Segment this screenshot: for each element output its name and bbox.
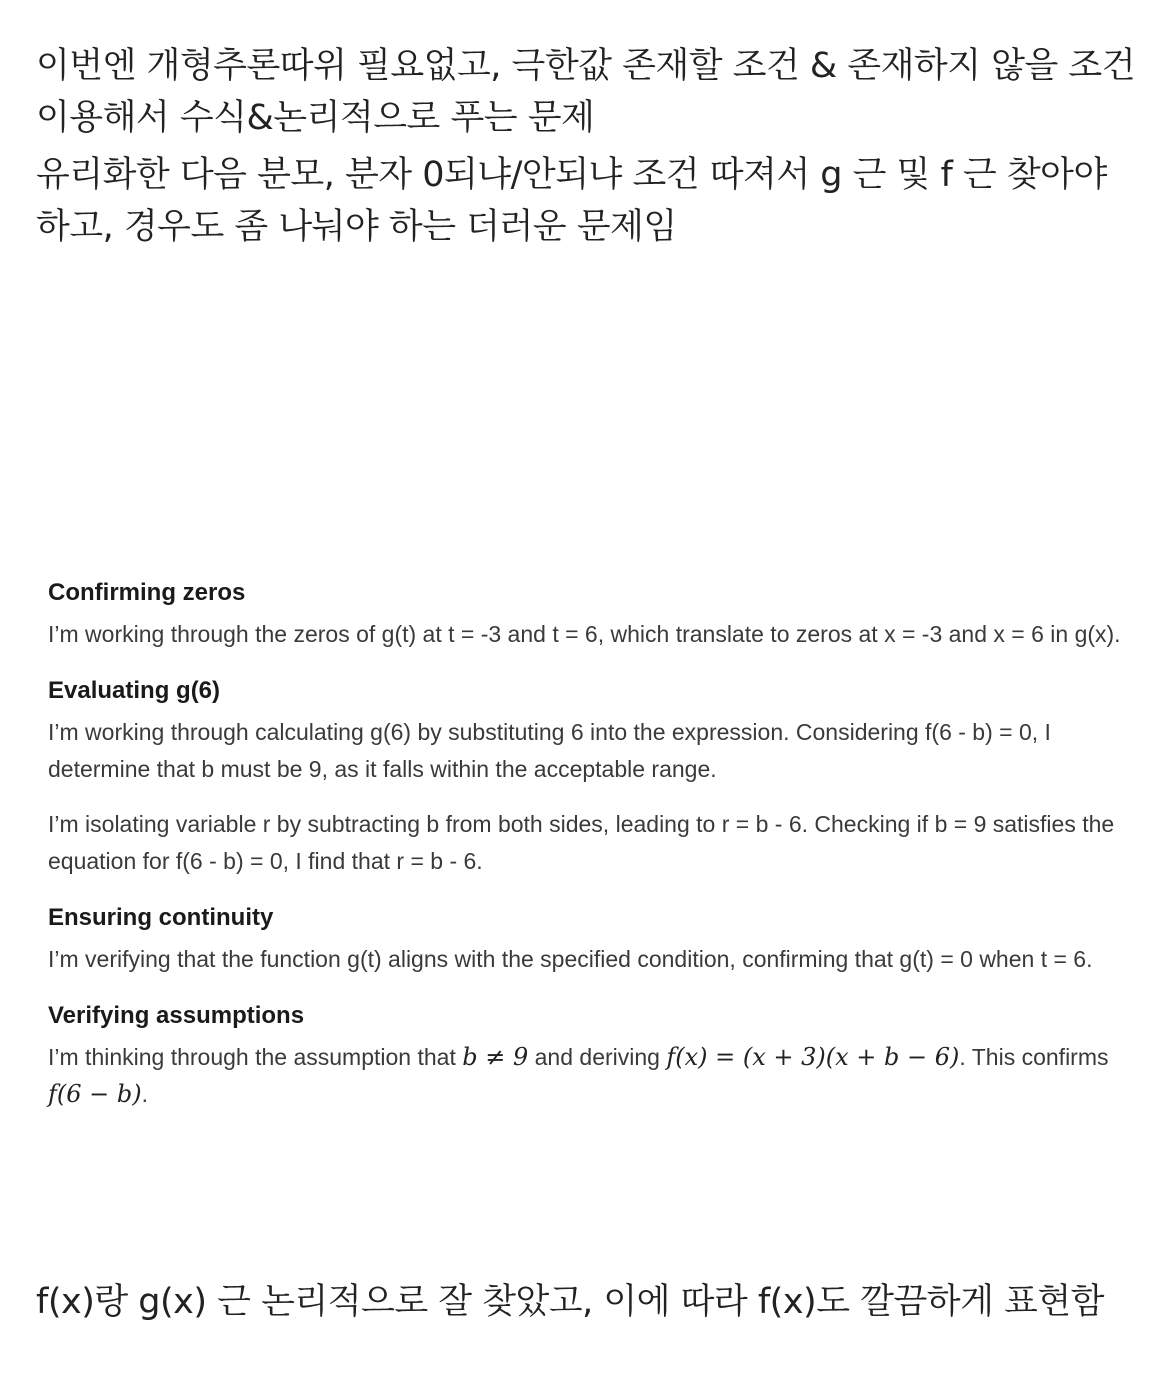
body-text: . This confirms [959,1044,1109,1070]
reasoning-screenshot [48,576,1143,1134]
section-body [48,1039,1143,1113]
body-text: I’m thinking through the assumption that [48,1044,463,1070]
section-title: Verifying assumptions [48,1002,305,1029]
section-title: Evaluating g(6) [48,677,221,704]
reasoning-section-ensuring-continuity [48,901,1143,978]
math-expression: f(6 − b) [48,1080,142,1108]
body-text: . [141,1081,148,1107]
math-expression: b ≠ 9 [462,1043,529,1071]
section-title: Ensuring continuity [48,904,274,931]
math-expression: f(x) = (x + 3)(x + b − 6) [666,1043,960,1071]
reasoning-section-evaluating-g6 [48,674,1143,880]
reasoning-section-verifying-assumptions [48,999,1143,1113]
body-text: and deriving [528,1044,667,1070]
section-body: I’m working through calculating g(6) by substituting 6 into the expression. Considering f(6 - b) = 0, I determine that b must be 9, as it falls within the acceptable range. [48,719,1051,782]
post-paragraph-3: f(x)랑 g(x) 근 논리적으로 잘 찾았고, 이에 따라 f(x)도 깔끔하게 표현함 [36,1282,1104,1322]
reasoning-section-confirming-zeros [48,576,1143,653]
post-paragraph-1: 이번엔 개형추론따위 필요없고, 극한값 존재할 조건 & 존재하지 않을 조건 이용해서 수식&논리적으로 푸는 문제 [36,46,1136,138]
section-title: Confirming zeros [48,579,246,606]
section-body: I’m isolating variable r by subtracting b from both sides, leading to r = b - 6. Checking if b = 9 satisfies the equation for f(6 - b) = 0, I find that r = b - 6. [48,811,1115,874]
section-body: I’m working through the zeros of g(t) at t = -3 and t = 6, which translate to zeros at x = -3 and x = 6 in g(x). [48,621,1121,647]
section-body: I’m verifying that the function g(t) aligns with the specified condition, confirming that g(t) = 0 when t = 6. [48,946,1093,972]
post-paragraph-2: 유리화한 다음 분모, 분자 0되냐/안되냐 조건 따져서 g 근 및 f 근 찾아야 하고, 경우도 좀 나눠야 하는 더러운 문제임 [36,155,1107,247]
